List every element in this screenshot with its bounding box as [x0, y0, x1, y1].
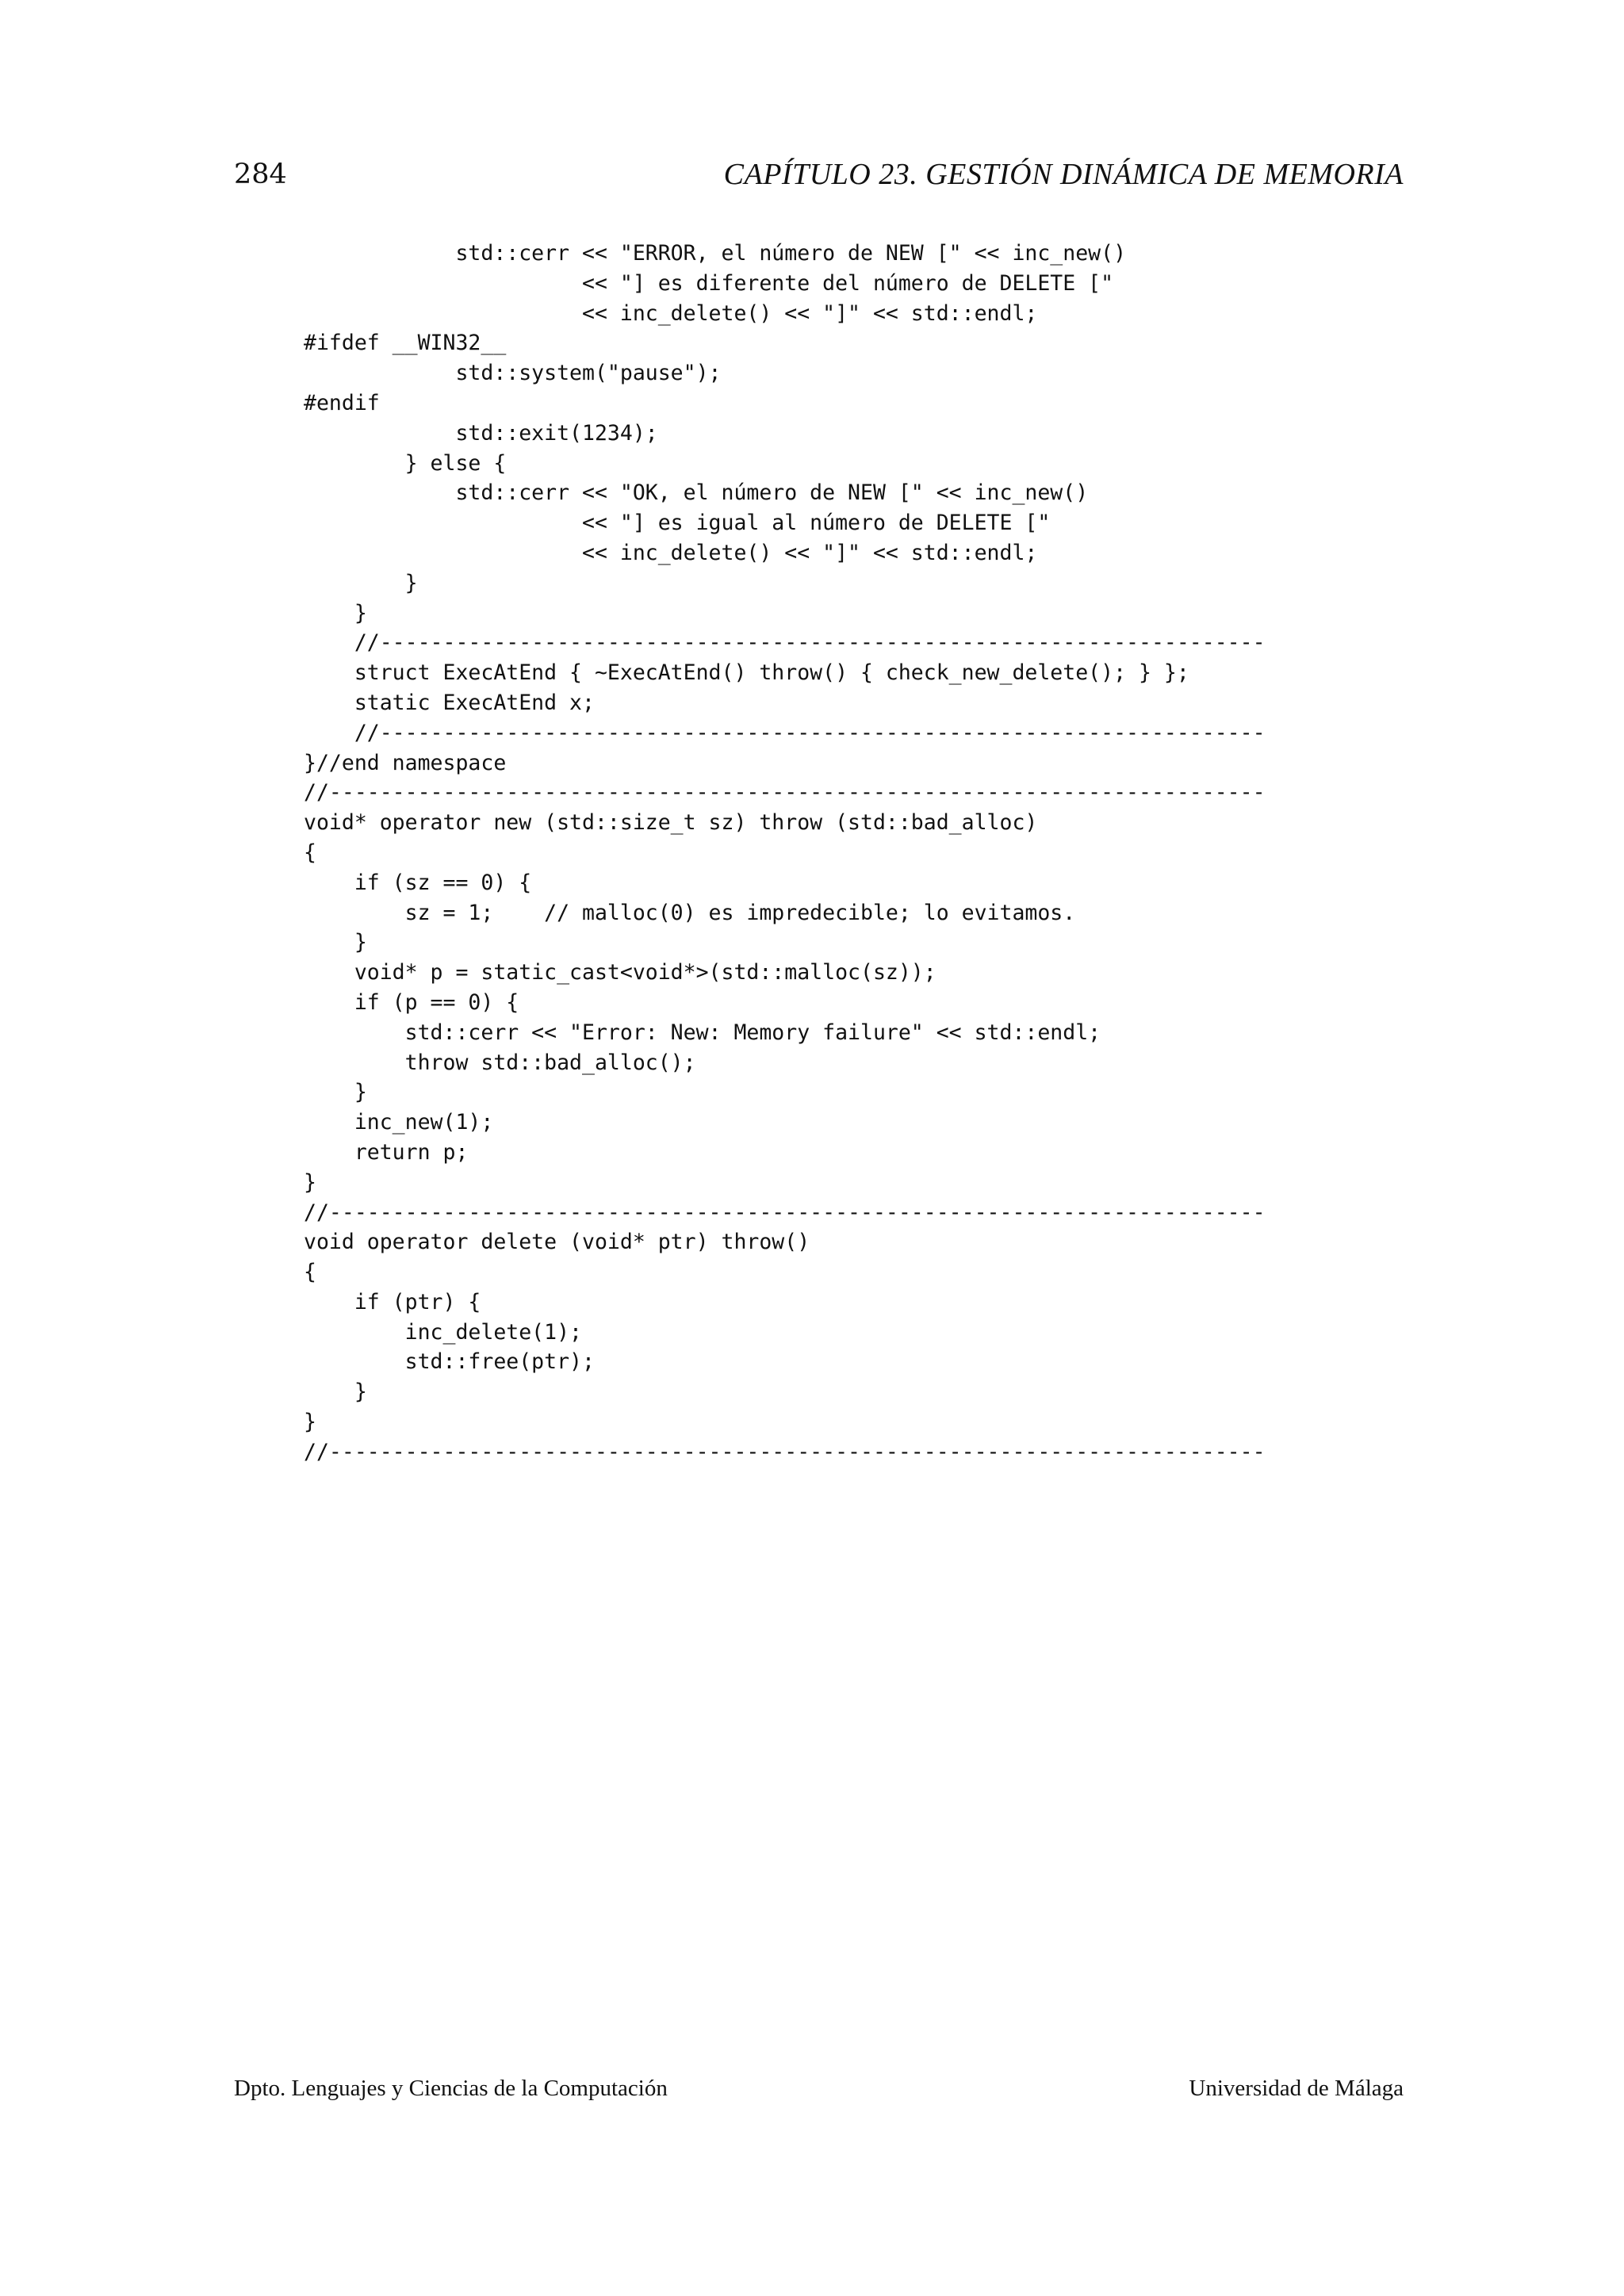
code-line: std::cerr << "Error: New: Memory failure" << std::endl;: [304, 1020, 1101, 1045]
code-line: #endif: [304, 390, 380, 415]
code-line: std::exit(1234);: [304, 420, 658, 446]
code-line: if (p == 0) {: [304, 989, 519, 1015]
code-line: << inc_delete() << "]" << std::endl;: [304, 540, 1038, 565]
code-line: }: [304, 930, 367, 955]
code-line: {: [304, 840, 316, 865]
code-line: //--------------------------------------------------------------------------: [304, 1200, 1266, 1225]
code-line: }: [304, 1169, 316, 1195]
code-line: #ifdef __WIN32__: [304, 331, 507, 356]
code-line: throw std::bad_alloc();: [304, 1050, 696, 1075]
code-line: void* p = static_cast<void*>(std::malloc(sz));: [304, 960, 936, 985]
footer-department: Dpto. Lenguajes y Ciencias de la Computación: [234, 2076, 668, 2101]
code-line: }: [304, 1410, 316, 1435]
code-line: struct ExecAtEnd { ~ExecAtEnd() throw() { check_new_delete(); } };: [304, 660, 1189, 686]
code-line: }//end namespace: [304, 750, 507, 775]
code-line: << "] es diferente del número de DELETE [": [304, 270, 1114, 296]
code-line: void* operator new (std::size_t sz) throw (std::bad_alloc): [304, 810, 1038, 836]
code-line: }: [304, 1080, 367, 1105]
code-line: } else {: [304, 450, 507, 476]
code-line: //--------------------------------------------------------------------------: [304, 780, 1266, 806]
code-line: << inc_delete() << "]" << std::endl;: [304, 300, 1038, 326]
code-line: std::free(ptr);: [304, 1349, 595, 1375]
code-line: std::system("pause");: [304, 361, 722, 386]
code-line: }: [304, 600, 367, 626]
code-line: void operator delete (void* ptr) throw(): [304, 1230, 810, 1255]
footer-university: Universidad de Málaga: [1189, 2076, 1404, 2101]
code-line: static ExecAtEnd x;: [304, 690, 595, 715]
code-line: //----------------------------------------------------------------------: [304, 720, 1266, 745]
running-title: CAPÍTULO 23. GESTIÓN DINÁMICA DE MEMORIA: [723, 158, 1404, 191]
code-line: }: [304, 1380, 367, 1405]
code-line: std::cerr << "ERROR, el número de NEW [" << inc_new(): [304, 241, 1127, 266]
code-line: //----------------------------------------------------------------------: [304, 630, 1266, 656]
code-line: }: [304, 570, 418, 595]
code-line: if (ptr) {: [304, 1289, 481, 1314]
code-line: {: [304, 1260, 316, 1285]
code-line: std::cerr << "OK, el número de NEW [" << inc_new(): [304, 480, 1089, 506]
code-line: //--------------------------------------------------------------------------: [304, 1439, 1266, 1464]
code-line: if (sz == 0) {: [304, 870, 532, 895]
code-line: sz = 1; // malloc(0) es impredecible; lo evitamos.: [304, 900, 1076, 925]
code-line: << "] es igual al número de DELETE [": [304, 511, 1051, 536]
page-number: 284: [234, 159, 287, 190]
code-line: return p;: [304, 1139, 469, 1165]
code-listing: [304, 239, 1266, 1468]
code-line: inc_delete(1);: [304, 1319, 582, 1345]
code-line: inc_new(1);: [304, 1110, 494, 1135]
